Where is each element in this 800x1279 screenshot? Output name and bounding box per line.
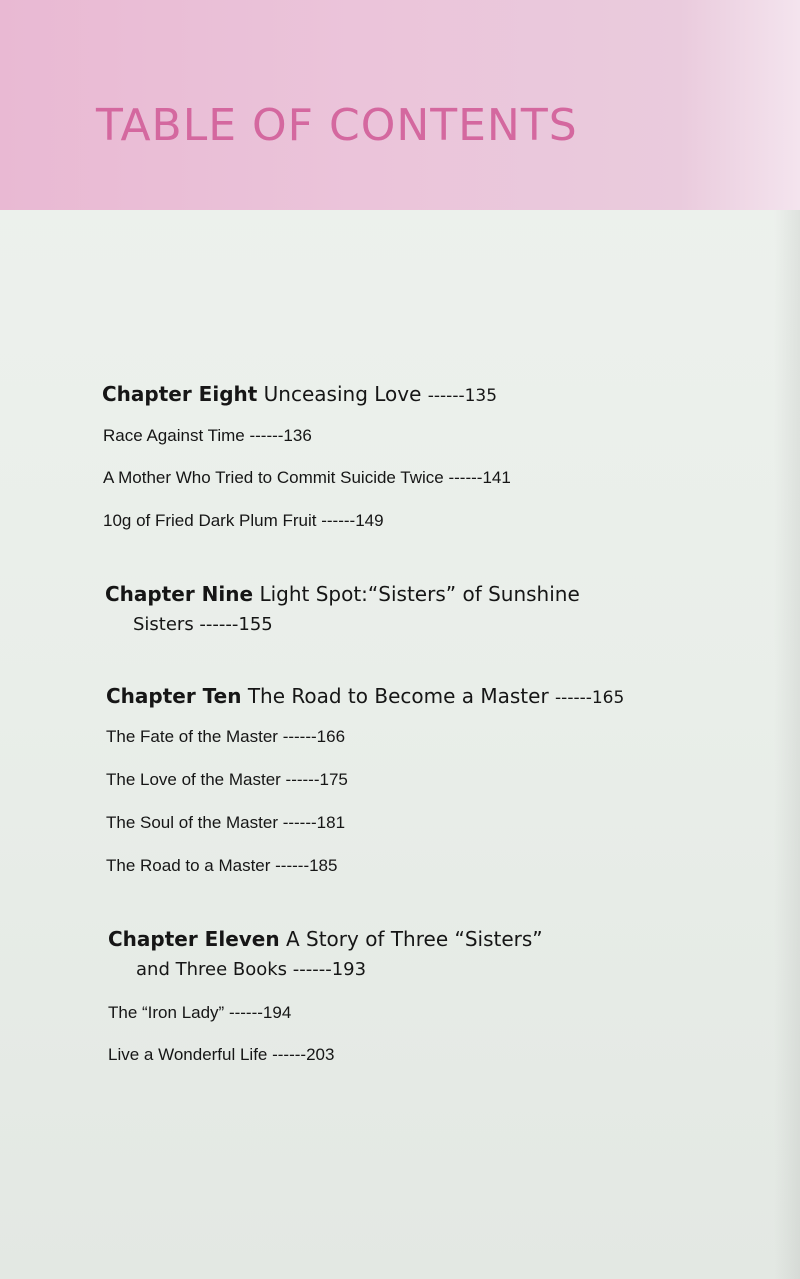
chapter-eight-heading [102,382,497,406]
chapter-label: Chapter Eleven [108,927,280,951]
toc-entry: Live a Wonderful Life ------203 [108,1045,335,1064]
chapter-page: ------135 [427,386,498,406]
page-title: TABLE OF CONTENTS [96,100,578,151]
toc-entry: 10g of Fried Dark Plum Fruit ------149 [103,511,384,530]
chapter-title: Light Spot:“Sisters” of Sunshine [259,582,580,606]
chapter-nine-title-continued: Sisters ------155 [133,614,273,635]
chapter-title: A Story of Three “Sisters” [285,927,543,951]
chapter-nine-heading [105,582,580,606]
toc-entry: The Fate of the Master ------166 [106,727,346,746]
toc-entry: A Mother Who Tried to Commit Suicide Twice ------141 [103,468,511,487]
chapter-label: Chapter Eight [102,382,258,406]
toc-entry: The “Iron Lady” ------194 [108,1003,292,1022]
chapter-eleven-title-continued: and Three Books ------193 [136,959,367,980]
toc-entry: The Love of the Master ------175 [106,770,348,789]
chapter-eleven-heading [108,927,543,951]
toc-entry: The Soul of the Master ------181 [106,813,346,832]
chapter-page: ------165 [555,688,625,708]
chapter-ten-heading [106,684,624,708]
chapter-title: Unceasing Love [263,382,422,406]
chapter-title: The Road to Become a Master [247,684,549,708]
chapter-label: Chapter Ten [106,684,242,708]
chapter-label: Chapter Nine [105,582,254,606]
toc-entry: Race Against Time ------136 [103,426,312,445]
toc-entry: The Road to a Master ------185 [106,856,338,875]
